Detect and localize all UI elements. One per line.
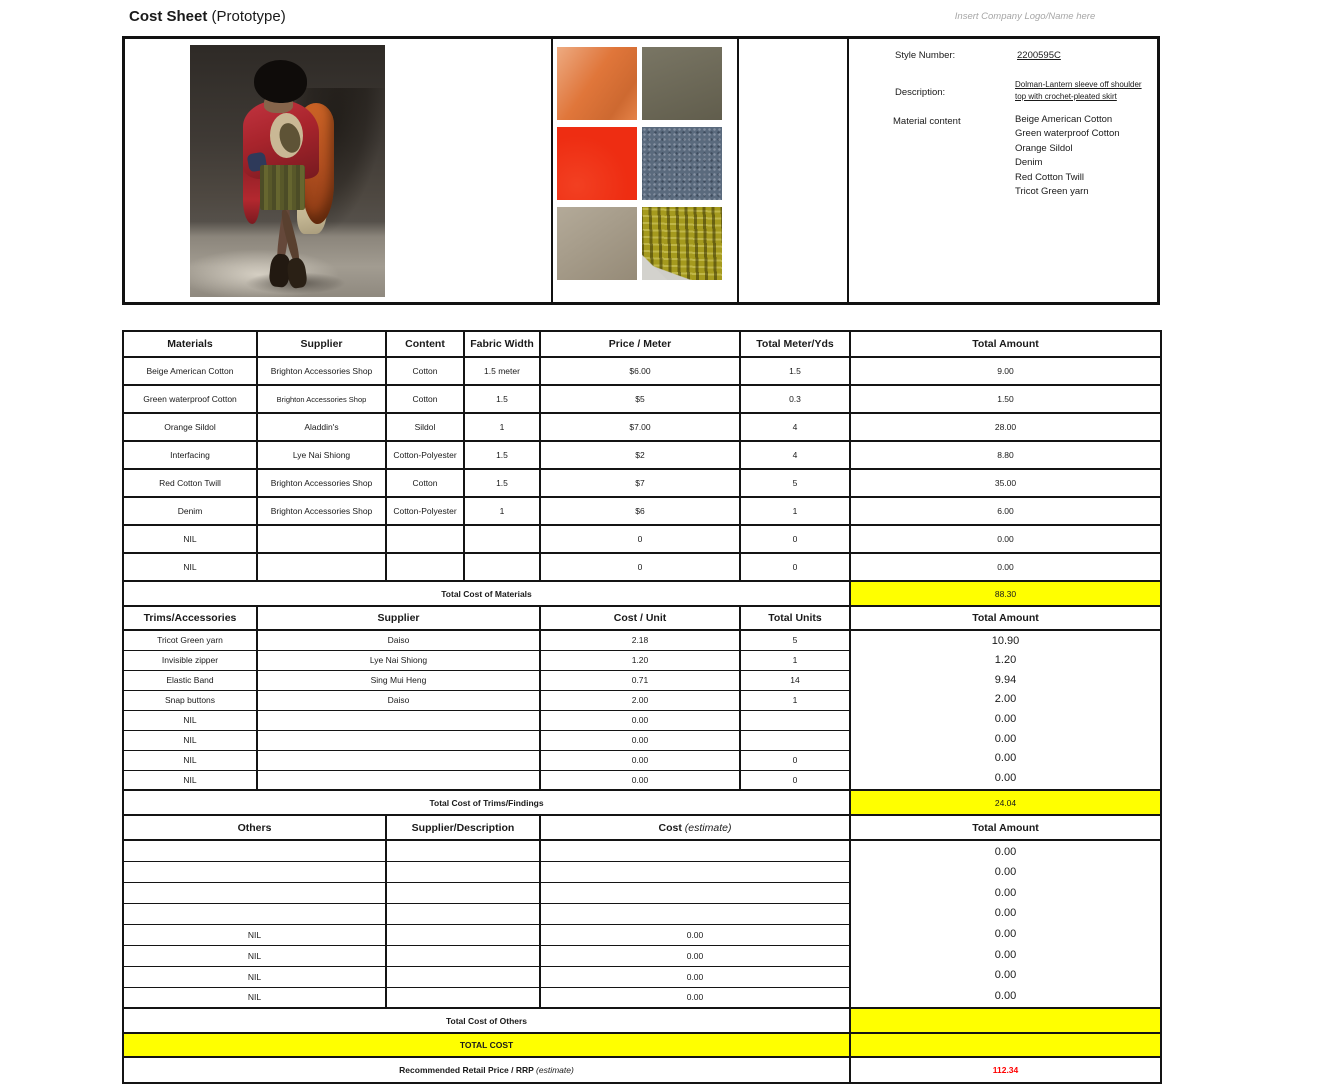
other-amount: 0.00 xyxy=(994,907,1017,920)
materials-header-row xyxy=(123,331,1161,357)
material-name: Denim xyxy=(123,497,257,525)
trims-supplier-header: Supplier xyxy=(257,606,540,630)
other-cost: 0.00 xyxy=(540,945,850,966)
trim-units xyxy=(740,730,850,750)
other-name: NIL xyxy=(123,945,386,966)
material-content: Cotton xyxy=(386,357,464,385)
material-amount: 8.80 xyxy=(850,441,1161,469)
other-name xyxy=(123,861,386,882)
other-amount: 0.00 xyxy=(994,928,1017,940)
trim-units: 1 xyxy=(740,650,850,670)
materials-total-label: Total Cost of Materials xyxy=(123,581,850,606)
fabric-width-header: Fabric Width xyxy=(464,331,540,357)
trims-amount-column xyxy=(850,630,1161,790)
material-content: Sildol xyxy=(386,413,464,441)
other-amount: 0.00 xyxy=(994,845,1017,858)
other-name xyxy=(123,882,386,903)
others-header-row xyxy=(123,815,1161,840)
other-supplier xyxy=(386,987,540,1008)
others-cost-header-text: Cost xyxy=(658,821,682,834)
trim-amount: 0.00 xyxy=(994,713,1017,725)
photo-crochet-skirt xyxy=(260,165,305,210)
material-amount: 6.00 xyxy=(850,497,1161,525)
swatch-green-waterproof-cotton xyxy=(642,47,722,120)
material-supplier xyxy=(257,525,386,553)
total-amount-header: Total Amount xyxy=(850,331,1161,357)
others-amount-header: Total Amount xyxy=(850,815,1161,840)
trim-amount: 0.00 xyxy=(994,771,1017,784)
material-supplier: Lye Nai Shiong xyxy=(257,441,386,469)
others-amount-column xyxy=(850,840,1161,1008)
other-amount: 0.00 xyxy=(994,886,1017,899)
trim-amount: 10.90 xyxy=(991,634,1020,647)
material-width: 1.5 meter xyxy=(464,357,540,385)
material-amount: 0.00 xyxy=(850,553,1161,581)
materials-row xyxy=(123,357,1161,385)
prototype-photo xyxy=(190,45,385,297)
material-name: NIL xyxy=(123,525,257,553)
trims-row xyxy=(123,630,1161,650)
cost-per-unit-header: Cost / Unit xyxy=(540,606,740,630)
swatch-red-cotton-twill xyxy=(557,127,637,200)
material-name: NIL xyxy=(123,553,257,581)
other-supplier xyxy=(386,903,540,924)
material-content: Cotton xyxy=(386,469,464,497)
swatch-orange-sildol xyxy=(557,47,637,120)
trim-name: NIL xyxy=(123,730,257,750)
trim-amount: 2.00 xyxy=(994,693,1017,706)
material-meters: 0 xyxy=(740,525,850,553)
material-content-item: Orange Sildol xyxy=(1015,142,1073,154)
material-width xyxy=(464,553,540,581)
trim-cost: 0.00 xyxy=(540,730,740,750)
trim-units: 0 xyxy=(740,770,850,790)
page-title-suffix: (Prototype) xyxy=(211,8,286,25)
other-amount: 0.00 xyxy=(994,969,1017,982)
trim-units xyxy=(740,710,850,730)
trims-total-amount-header: Total Amount xyxy=(850,606,1161,630)
description-label: Description: xyxy=(895,87,946,98)
trims-total-value: 24.04 xyxy=(850,790,1161,815)
trim-supplier: Daiso xyxy=(257,690,540,710)
trim-supplier: Sing Mui Heng xyxy=(257,670,540,690)
other-name xyxy=(123,840,386,861)
trims-total-row xyxy=(123,790,1161,815)
other-cost xyxy=(540,861,850,882)
material-width xyxy=(464,525,540,553)
material-width: 1 xyxy=(464,413,540,441)
materials-row xyxy=(123,525,1161,553)
others-total-value xyxy=(850,1008,1161,1033)
trim-name: Invisible zipper xyxy=(123,650,257,670)
others-row xyxy=(123,840,1161,861)
trim-supplier: Daiso xyxy=(257,630,540,650)
other-name: NIL xyxy=(123,924,386,945)
other-supplier xyxy=(386,882,540,903)
material-supplier: Brighton Accessories Shop xyxy=(257,497,386,525)
material-meters: 0 xyxy=(740,553,850,581)
other-amount: 0.00 xyxy=(994,866,1017,879)
content-header: Content xyxy=(386,331,464,357)
cost-table xyxy=(122,330,1162,1084)
trim-cost: 2.00 xyxy=(540,690,740,710)
trim-amount: 0.00 xyxy=(994,732,1017,745)
material-name: Green waterproof Cotton xyxy=(123,385,257,413)
other-supplier xyxy=(386,840,540,861)
trim-cost: 0.71 xyxy=(540,670,740,690)
others-amount-stack xyxy=(853,842,1158,1007)
trims-header-row xyxy=(123,606,1161,630)
rrp-label: Recommended Retail Price / RRP xyxy=(399,1065,534,1075)
trim-supplier: Lye Nai Shiong xyxy=(257,650,540,670)
other-cost: 0.00 xyxy=(540,987,850,1008)
material-meters: 4 xyxy=(740,441,850,469)
material-price: $7 xyxy=(540,469,740,497)
material-amount: 1.50 xyxy=(850,385,1161,413)
material-width: 1.5 xyxy=(464,469,540,497)
material-content-item: Denim xyxy=(1015,157,1043,169)
trims-header: Trims/Accessories xyxy=(123,606,257,630)
material-amount: 28.00 xyxy=(850,413,1161,441)
other-cost xyxy=(540,882,850,903)
trim-name: Snap buttons xyxy=(123,690,257,710)
trim-amount: 0.00 xyxy=(994,752,1017,765)
trim-amount: 9.94 xyxy=(994,673,1017,686)
material-meters: 0.3 xyxy=(740,385,850,413)
others-total-row xyxy=(123,1008,1161,1033)
material-content xyxy=(386,553,464,581)
swatch-tricot-green-yarn xyxy=(642,207,722,280)
material-price: $7.00 xyxy=(540,413,740,441)
material-name: Beige American Cotton xyxy=(123,357,257,385)
materials-row xyxy=(123,413,1161,441)
style-number-value: 2200595C xyxy=(1017,50,1061,61)
style-details-cell xyxy=(849,39,1157,302)
other-amount: 0.00 xyxy=(994,948,1017,961)
price-per-meter-header: Price / Meter xyxy=(540,331,740,357)
material-meters: 1.5 xyxy=(740,357,850,385)
trim-supplier xyxy=(257,710,540,730)
material-content-item: Beige American Cotton xyxy=(1015,114,1113,125)
material-supplier: Brighton Accessories Shop xyxy=(257,469,386,497)
material-meters: 4 xyxy=(740,413,850,441)
material-content: Cotton-Polyester xyxy=(386,441,464,469)
materials-row xyxy=(123,441,1161,469)
grand-total-row xyxy=(123,1033,1161,1057)
other-amount: 0.00 xyxy=(994,989,1017,1002)
company-logo-placeholder: Insert Company Logo/Name here xyxy=(954,11,1096,22)
trim-units: 5 xyxy=(740,630,850,650)
other-name xyxy=(123,903,386,924)
other-supplier xyxy=(386,861,540,882)
description-line: top with crochet-pleated skirt xyxy=(1015,91,1117,101)
materials-total-value: 88.30 xyxy=(850,581,1161,606)
material-supplier xyxy=(257,553,386,581)
style-number-label: Style Number: xyxy=(895,50,956,61)
trim-name: NIL xyxy=(123,750,257,770)
trim-supplier xyxy=(257,770,540,790)
material-price: 0 xyxy=(540,525,740,553)
trims-total-label: Total Cost of Trims/Findings xyxy=(123,790,850,815)
materials-total-row xyxy=(123,581,1161,606)
trim-name: NIL xyxy=(123,710,257,730)
material-content-label: Material content xyxy=(893,116,961,127)
other-supplier xyxy=(386,945,540,966)
trim-name: Tricot Green yarn xyxy=(123,630,257,650)
others-cost-header xyxy=(540,815,850,840)
photo-model-hair xyxy=(254,60,307,103)
materials-row xyxy=(123,553,1161,581)
other-cost xyxy=(540,840,850,861)
material-amount: 9.00 xyxy=(850,357,1161,385)
material-price: $6 xyxy=(540,497,740,525)
trim-cost: 1.20 xyxy=(540,650,740,670)
rrp-value: 112.34 xyxy=(850,1057,1161,1083)
others-cost-header-suffix: (estimate) xyxy=(684,821,732,834)
material-content-list xyxy=(1015,113,1120,199)
other-cost xyxy=(540,903,850,924)
material-width: 1.5 xyxy=(464,385,540,413)
material-content xyxy=(386,525,464,553)
material-amount: 35.00 xyxy=(850,469,1161,497)
trim-supplier xyxy=(257,730,540,750)
other-supplier xyxy=(386,966,540,987)
trim-supplier xyxy=(257,750,540,770)
material-meters: 5 xyxy=(740,469,850,497)
others-header: Others xyxy=(123,815,386,840)
trim-name: Elastic Band xyxy=(123,670,257,690)
page-title-main: Cost Sheet xyxy=(129,8,208,25)
spacer-cell xyxy=(739,39,849,302)
others-total-label: Total Cost of Others xyxy=(123,1008,850,1033)
trim-units: 14 xyxy=(740,670,850,690)
photo-cell xyxy=(125,39,553,302)
trim-cost: 0.00 xyxy=(540,710,740,730)
materials-row xyxy=(123,497,1161,525)
grand-total-label: TOTAL COST xyxy=(123,1033,850,1057)
trim-cost: 0.00 xyxy=(540,750,740,770)
description-value xyxy=(1015,79,1160,102)
rrp-label-suffix: (estimate) xyxy=(536,1065,574,1075)
material-supplier: Aladdin's xyxy=(257,413,386,441)
page-title xyxy=(129,8,286,25)
other-name: NIL xyxy=(123,966,386,987)
trim-name: NIL xyxy=(123,770,257,790)
materials-header: Materials xyxy=(123,331,257,357)
material-price: 0 xyxy=(540,553,740,581)
swatch-beige-american-cotton xyxy=(557,207,637,280)
material-name: Orange Sildol xyxy=(123,413,257,441)
trim-amount: 1.20 xyxy=(994,654,1017,667)
material-width: 1.5 xyxy=(464,441,540,469)
material-supplier: Brighton Accessories Shop xyxy=(257,357,386,385)
trim-cost: 2.18 xyxy=(540,630,740,650)
swatch-denim xyxy=(642,127,722,200)
trim-units: 1 xyxy=(740,690,850,710)
material-amount: 0.00 xyxy=(850,525,1161,553)
material-name: Interfacing xyxy=(123,441,257,469)
rrp-label-cell xyxy=(123,1057,850,1083)
rrp-row xyxy=(123,1057,1161,1083)
grand-total-value xyxy=(850,1033,1161,1057)
material-price: $2 xyxy=(540,441,740,469)
material-content-item: Red Cotton Twill xyxy=(1015,171,1084,183)
total-meter-header: Total Meter/Yds xyxy=(740,331,850,357)
material-content-item: Tricot Green yarn xyxy=(1015,185,1089,197)
trim-units: 0 xyxy=(740,750,850,770)
materials-row xyxy=(123,385,1161,413)
material-meters: 1 xyxy=(740,497,850,525)
material-supplier: Brighton Accessories Shop xyxy=(257,385,386,413)
material-price: $5 xyxy=(540,385,740,413)
material-content: Cotton-Polyester xyxy=(386,497,464,525)
material-content: Cotton xyxy=(386,385,464,413)
other-supplier xyxy=(386,924,540,945)
fabric-swatch-cell xyxy=(553,39,739,302)
other-cost: 0.00 xyxy=(540,924,850,945)
trims-amount-stack xyxy=(853,632,1158,789)
description-line: Dolman-Lantern sleeve off shoulder xyxy=(1015,80,1142,89)
material-name: Red Cotton Twill xyxy=(123,469,257,497)
others-supplier-header: Supplier/Description xyxy=(386,815,540,840)
header-panel xyxy=(122,36,1160,305)
trim-cost: 0.00 xyxy=(540,770,740,790)
materials-row xyxy=(123,469,1161,497)
total-units-header: Total Units xyxy=(740,606,850,630)
material-content-item: Green waterproof Cotton xyxy=(1015,128,1120,140)
other-cost: 0.00 xyxy=(540,966,850,987)
material-price: $6.00 xyxy=(540,357,740,385)
supplier-header: Supplier xyxy=(257,331,386,357)
material-width: 1 xyxy=(464,497,540,525)
other-name: NIL xyxy=(123,987,386,1008)
